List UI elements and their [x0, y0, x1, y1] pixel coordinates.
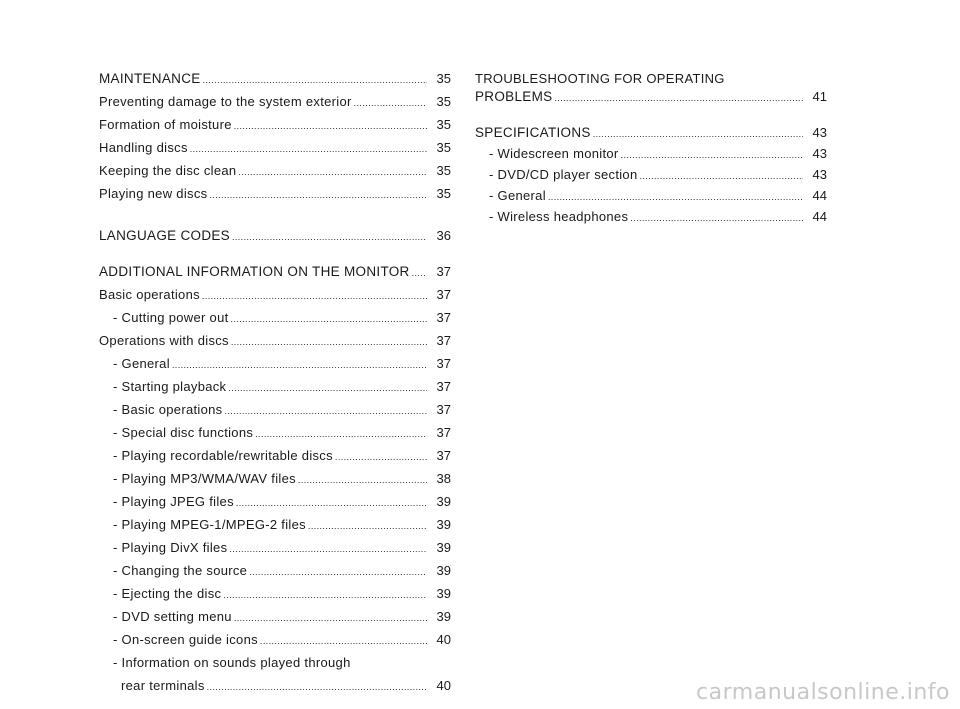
- toc-entry[interactable]: [99, 331, 451, 351]
- toc-entry-page: 39: [436, 540, 451, 555]
- toc-subentry[interactable]: [99, 538, 451, 558]
- toc-subentry[interactable]: [475, 186, 827, 206]
- toc-entry-label: Operations with discs: [99, 333, 229, 348]
- toc-entry-language-codes[interactable]: [99, 226, 451, 246]
- toc-entry-label: - Cutting power out: [113, 310, 229, 325]
- toc-subentry[interactable]: [99, 607, 451, 627]
- toc-subentry[interactable]: [99, 492, 451, 512]
- toc-entry-label: rear terminals: [121, 678, 205, 693]
- watermark: carmanualsonline.info: [696, 680, 950, 705]
- toc-entry-label: Formation of moisture: [99, 117, 232, 132]
- toc-entry-page: 37: [436, 402, 451, 417]
- toc-entry-page: 44: [812, 209, 827, 224]
- toc-entry-page: 39: [436, 586, 451, 601]
- toc-subentry[interactable]: [99, 561, 451, 581]
- toc-subentry[interactable]: [99, 446, 451, 466]
- toc-entry-label: - Playing JPEG files: [113, 494, 234, 509]
- toc-entry[interactable]: [99, 285, 451, 305]
- toc-subentry[interactable]: [99, 423, 451, 443]
- toc-entry-label: SPECIFICATIONS: [475, 125, 591, 140]
- toc-entry[interactable]: [99, 115, 451, 135]
- toc-entry-page: 44: [812, 188, 827, 203]
- toc-subentry[interactable]: [475, 144, 827, 164]
- toc-entry-label: - General: [113, 356, 170, 371]
- toc-entry-label: - DVD/CD player section: [489, 167, 638, 182]
- toc-entry-label: - Wireless headphones: [489, 209, 629, 224]
- toc-entry[interactable]: [99, 138, 451, 158]
- toc-entry-page: 39: [436, 494, 451, 509]
- toc-entry-page: 37: [436, 379, 451, 394]
- toc-entry-page: 37: [436, 287, 451, 302]
- toc-entry-page: 37: [436, 333, 451, 348]
- toc-entry-label: Preventing damage to the system exterior: [99, 94, 352, 109]
- toc-subentry[interactable]: [99, 515, 451, 535]
- toc-entry-maintenance[interactable]: [99, 69, 451, 89]
- toc-entry-troubleshooting[interactable]: [475, 87, 827, 107]
- toc-entry-label: LANGUAGE CODES: [99, 228, 230, 243]
- toc-subentry[interactable]: [99, 584, 451, 604]
- toc-entry-page: 35: [436, 186, 451, 201]
- toc-entry-page: 40: [436, 632, 451, 647]
- toc-subentry-continuation[interactable]: [121, 676, 451, 696]
- toc-entry-label: PROBLEMS: [475, 89, 553, 104]
- toc-entry-page: 39: [436, 609, 451, 624]
- toc-entry-page: 38: [436, 471, 451, 486]
- toc-entry-page: 41: [812, 89, 827, 104]
- toc-entry[interactable]: [99, 92, 451, 112]
- toc-entry-page: 35: [436, 71, 451, 86]
- toc-entry-page: 35: [436, 117, 451, 132]
- toc-entry-page: 37: [436, 448, 451, 463]
- toc-subentry[interactable]: [475, 207, 827, 227]
- toc-entry-label: ADDITIONAL INFORMATION ON THE MONITOR: [99, 264, 410, 279]
- toc-entry-page: 39: [436, 517, 451, 532]
- toc-entry-label: - Special disc functions: [113, 425, 254, 440]
- toc-subentry[interactable]: [99, 308, 451, 328]
- toc-subentry[interactable]: [99, 630, 451, 650]
- toc-subentry-line[interactable]: - Information on sounds played through: [113, 655, 351, 670]
- toc-entry-page: 43: [812, 125, 827, 140]
- toc-entry-page: 40: [436, 678, 451, 693]
- toc-entry-page: 35: [436, 163, 451, 178]
- toc-entry-label: - Changing the source: [113, 563, 248, 578]
- toc-entry-label: Handling discs: [99, 140, 188, 155]
- toc-entry-label: - Playing MP3/WMA/WAV files: [113, 471, 296, 486]
- toc-entry-page: 35: [436, 94, 451, 109]
- toc-entry-page: 36: [436, 228, 451, 243]
- toc-entry-page: 37: [436, 425, 451, 440]
- toc-entry-label: MAINTENANCE: [99, 71, 201, 86]
- toc-entry-page: 43: [812, 146, 827, 161]
- toc-entry-page: 37: [436, 356, 451, 371]
- toc-entry-label: - DVD setting menu: [113, 609, 232, 624]
- toc-entry-page: 39: [436, 563, 451, 578]
- toc-subentry[interactable]: [99, 469, 451, 489]
- toc-entry-page: 43: [812, 167, 827, 182]
- toc-entry-additional-information[interactable]: [99, 262, 451, 282]
- toc-entry-label: - Playing MPEG-1/MPEG-2 files: [113, 517, 306, 532]
- toc-entry[interactable]: [99, 184, 451, 204]
- toc-entry-label: - Playing recordable/rewritable discs: [113, 448, 333, 463]
- toc-subentry[interactable]: [99, 354, 451, 374]
- toc-entry-page: 35: [436, 140, 451, 155]
- toc-entry-label: Keeping the disc clean: [99, 163, 237, 178]
- toc-entry-label: Basic operations: [99, 287, 200, 302]
- toc-subentry[interactable]: [99, 377, 451, 397]
- toc-entry-line[interactable]: TROUBLESHOOTING FOR OPERATING: [475, 71, 725, 86]
- toc-entry-label: - Playing DivX files: [113, 540, 228, 555]
- toc-entry-specifications[interactable]: [475, 123, 827, 143]
- toc-entry-label: - Widescreen monitor: [489, 146, 619, 161]
- toc-entry-label: - Ejecting the disc: [113, 586, 222, 601]
- toc-entry-label: - Starting playback: [113, 379, 227, 394]
- toc-subentry[interactable]: [99, 400, 451, 420]
- toc-entry-page: 37: [436, 310, 451, 325]
- toc-entry[interactable]: [99, 161, 451, 181]
- toc-entry-label: - Basic operations: [113, 402, 223, 417]
- toc-entry-label: - On-screen guide icons: [113, 632, 258, 647]
- toc-subentry[interactable]: [475, 165, 827, 185]
- toc-entry-label: - General: [489, 188, 546, 203]
- toc-entry-label: Playing new discs: [99, 186, 208, 201]
- toc-entry-page: 37: [436, 264, 451, 279]
